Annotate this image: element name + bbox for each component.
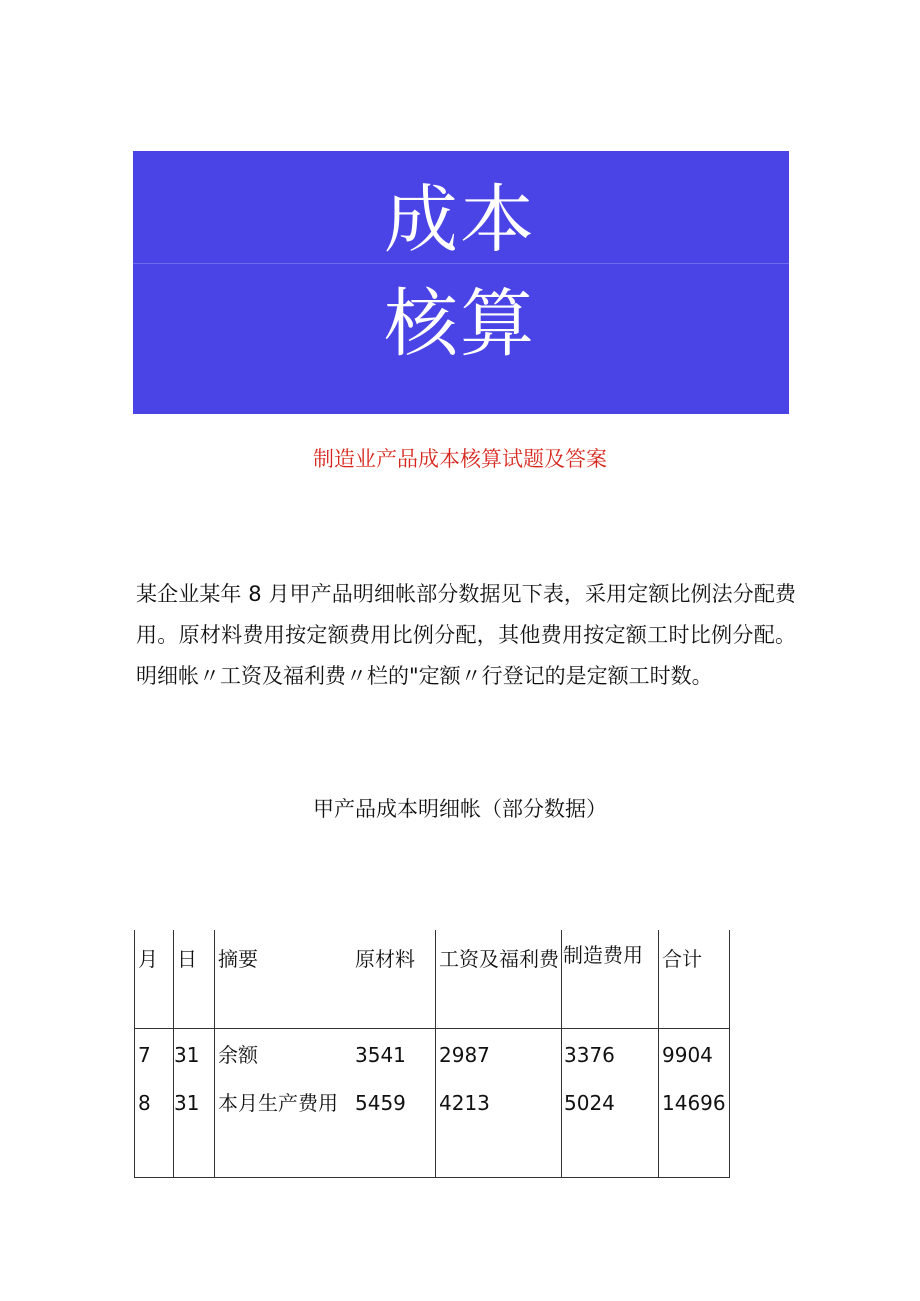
header-day: 日	[177, 947, 197, 971]
row-1-overhead: 3376	[564, 1043, 615, 1067]
row-1-material: 3541	[355, 1043, 406, 1067]
row-1-summary: 余额	[218, 1043, 258, 1067]
column-rule	[658, 930, 659, 1178]
row-2-total: 14696	[662, 1091, 726, 1115]
row-2-overhead: 5024	[564, 1091, 615, 1115]
row-2-summary: 本月生产费用	[218, 1091, 338, 1115]
cover-divider	[133, 263, 789, 264]
row-1-total: 9904	[662, 1043, 713, 1067]
column-rule	[729, 930, 730, 1178]
row-1-month: 7	[138, 1043, 151, 1067]
bottom-rule	[134, 1177, 730, 1178]
row-1-day: 31	[174, 1043, 200, 1067]
row-2-material: 5459	[355, 1091, 406, 1115]
row-2-month: 8	[138, 1091, 151, 1115]
header-month: 月	[138, 947, 158, 971]
cover-title-line-2: 核算	[384, 281, 536, 367]
intro-paragraph: 某企业某年 8 月甲产品明细帐部分数据见下表，采用定额比例法分配费用。原材料费用按定额费用比例分配，其他费用按定额工时比例分配。明细帐〃工资及福利费〃栏的"定额〃行登记的是定额工时数。	[136, 582, 796, 688]
header-summary: 摘要	[218, 947, 258, 971]
column-rule	[435, 930, 436, 1178]
row-2-wages: 4213	[439, 1091, 490, 1115]
document-subtitle: 制造业产品成本核算试题及答案	[313, 447, 607, 471]
row-1-wages: 2987	[439, 1043, 490, 1067]
header-rule	[134, 1028, 730, 1029]
header-total: 合计	[662, 947, 702, 971]
column-rule	[561, 930, 562, 1178]
column-rule	[134, 930, 135, 1178]
cover-title-line-1: 成本	[384, 177, 536, 263]
header-wages: 工资及福利费	[439, 947, 559, 971]
row-2-day: 31	[174, 1091, 200, 1115]
column-rule	[214, 930, 215, 1178]
header-material: 原材料	[355, 947, 415, 971]
table-caption: 甲产品成本明细帐（部分数据）	[313, 797, 607, 821]
header-overhead: 制造费用	[563, 943, 643, 967]
cost-ledger-table	[134, 930, 730, 1178]
